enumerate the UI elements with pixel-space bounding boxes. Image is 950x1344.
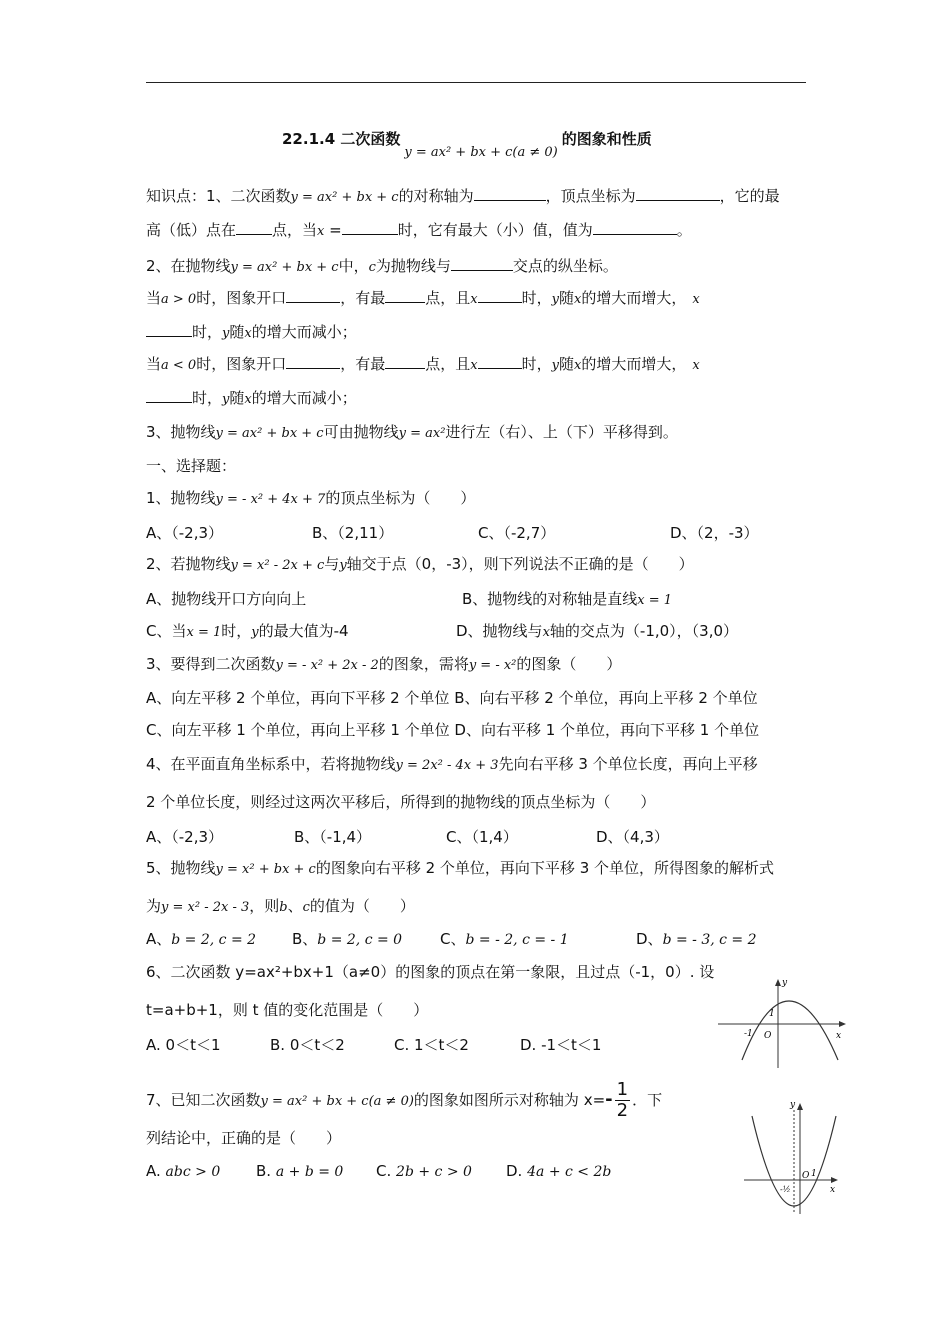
blank bbox=[146, 388, 192, 403]
kp-line-3: 2、在抛物线y = ax² + bx + c中，c为抛物线与 交点的纵坐标。 bbox=[146, 257, 618, 275]
blank bbox=[342, 220, 398, 235]
y-label: y bbox=[782, 978, 788, 988]
q3-options-ab: A、向左平移 2 个单位，再向下平移 2 个单位 B、向右平移 2 个单位，再向上平移 2 个单位 bbox=[146, 689, 758, 707]
q4-option-b: B、（-1,4） bbox=[294, 828, 372, 846]
blank bbox=[146, 322, 192, 337]
blank bbox=[451, 256, 513, 271]
q4-option-a: A、（-2,3） bbox=[146, 828, 224, 846]
q6-option-d: D. -1＜t＜1 bbox=[520, 1036, 602, 1054]
x-label: x bbox=[836, 1031, 842, 1041]
x-label: x bbox=[830, 1185, 836, 1195]
blank bbox=[636, 186, 720, 201]
q7-parabola-graph bbox=[740, 1096, 844, 1218]
question-4: 4、在平面直角坐标系中，若将抛物线y = 2x² - 4x + 3先向右平移 3 个单位长度，再向上平移 bbox=[146, 755, 758, 773]
q2-option-b: B、抛物线的对称轴是直线x = 1 bbox=[462, 590, 673, 608]
q1-option-d: D、（2，-3） bbox=[670, 524, 759, 542]
question-5: 5、抛物线y = x² + bx + c的图象向右平移 2 个单位，再向下平移 3 个单位，所得图象的解析式 bbox=[146, 859, 775, 877]
y-axis-arrow bbox=[775, 979, 781, 986]
question-2: 2、若抛物线y = x² - 2x + c与y轴交于点（0，-3），则下列说法不正确的是（ ） bbox=[146, 555, 694, 573]
blank bbox=[286, 354, 340, 369]
y-label: y bbox=[790, 1100, 796, 1110]
blank bbox=[385, 354, 425, 369]
origin-label: O bbox=[802, 1171, 810, 1181]
blank bbox=[474, 186, 546, 201]
q6-parabola-graph bbox=[716, 972, 852, 1072]
question-3: 3、要得到二次函数y = - x² + 2x - 2的图象，需将y = - x²的图象（ ） bbox=[146, 655, 622, 673]
q5-option-c: C、b = - 2, c = - 1 bbox=[440, 930, 569, 948]
question-6-cont: t=a+b+1，则 t 值的变化范围是（ ） bbox=[146, 1001, 429, 1019]
page-title: 22.1.4 二次函数y = ax² + bx + c(a ≠ 0)的图象和性质 bbox=[282, 130, 652, 160]
kp-line-7: 时，y随x的增大而减小； bbox=[146, 388, 357, 410]
fraction-half: $\frac{1}{2}$ bbox=[616, 1079, 629, 1121]
q6-option-c: C. 1＜t＜2 bbox=[394, 1036, 469, 1054]
kp-line-8: 3、抛物线y = ax² + bx + c可由抛物线y = ax²进行左（右）、上（下）平移得到。 bbox=[146, 423, 678, 441]
q4-option-c: C、（1,4） bbox=[446, 828, 518, 846]
q6-option-b: B. 0＜t＜2 bbox=[270, 1036, 345, 1054]
kp-line-1: 知识点：1、二次函数y = ax² + bx + c的对称轴为 ，顶点坐标为 ，它的最 bbox=[146, 187, 780, 205]
question-1: 1、抛物线y = - x² + 4x + 7的顶点坐标为（ ） bbox=[146, 489, 476, 507]
question-7: 7、已知二次函数y = ax² + bx + c(a ≠ 0)的图象如图所示对称轴为 x=- $\frac{1}{2}$ ．下 bbox=[146, 1079, 663, 1121]
q6-option-a: A. 0＜t＜1 bbox=[146, 1036, 221, 1054]
x-axis-arrow bbox=[839, 1021, 846, 1027]
y-axis-arrow bbox=[797, 1103, 803, 1110]
q1-option-b: B、（2,11） bbox=[312, 524, 394, 542]
q4-option-d: D、（4,3） bbox=[596, 828, 669, 846]
q5-option-a: A、b = 2, c = 2 bbox=[146, 930, 257, 948]
blank bbox=[478, 288, 522, 303]
q7-option-b: B. a + b = 0 bbox=[256, 1162, 344, 1180]
q7-option-d: D. 4a + c < 2b bbox=[506, 1162, 612, 1180]
kp-line-4: 当a > 0时，图象开口 ，有最 点，且x 时，y随x的增大而增大， x bbox=[146, 289, 700, 307]
q2-option-c: C、当x = 1时，y的最大值为-4 bbox=[146, 622, 349, 640]
section-heading: 一、选择题： bbox=[146, 457, 237, 475]
kp-line-6: 当a < 0时，图象开口 ，有最 点，且x 时，y随x的增大而增大， x bbox=[146, 355, 700, 373]
q7-option-c: C. 2b + c > 0 bbox=[376, 1162, 472, 1180]
question-6: 6、二次函数 y=ax²+bx+1（a≠0）的图象的顶点在第一象限，且过点（-1，0）. 设 bbox=[146, 963, 715, 981]
parabola-curve bbox=[742, 1001, 838, 1060]
blank bbox=[478, 354, 522, 369]
q5-option-b: B、b = 2, c = 0 bbox=[292, 930, 403, 948]
question-4-cont: 2 个单位长度，则经过这两次平移后，所得到的抛物线的顶点坐标为（ ） bbox=[146, 793, 656, 811]
q5-option-d: D、b = - 3, c = 2 bbox=[636, 930, 757, 948]
kp-line-2: 高（低）点在 点，当x = 时，它有最大（小）值，值为 。 bbox=[146, 221, 692, 239]
q7-option-a: A. abc > 0 bbox=[146, 1162, 221, 1180]
q1-option-a: A、（-2,3） bbox=[146, 524, 224, 542]
question-7-cont: 列结论中，正确的是（ ） bbox=[146, 1129, 342, 1147]
tick-1-label: 1 bbox=[769, 1009, 775, 1019]
tick-half-label: -½ bbox=[780, 1185, 791, 1194]
blank bbox=[593, 220, 677, 235]
x-axis-arrow bbox=[831, 1177, 838, 1183]
tick-neg1-label: -1 bbox=[744, 1029, 753, 1039]
tick-1-label: 1 bbox=[811, 1169, 817, 1179]
blank bbox=[385, 288, 425, 303]
parabola-curve bbox=[752, 1116, 836, 1206]
blank bbox=[286, 288, 340, 303]
blank bbox=[236, 220, 272, 235]
kp-line-5: 时，y随x的增大而减小； bbox=[146, 322, 357, 344]
q2-option-d: D、抛物线与x轴的交点为（-1,0），（3,0） bbox=[456, 622, 739, 640]
q2-option-a: A、抛物线开口方向向上 bbox=[146, 590, 307, 608]
q3-options-cd: C、向左平移 1 个单位，再向上平移 1 个单位 D、向右平移 1 个单位，再向下平移 1 个单位 bbox=[146, 721, 760, 739]
origin-label: O bbox=[764, 1031, 772, 1041]
question-5-cont: 为y = x² - 2x - 3，则b、c的值为（ ） bbox=[146, 897, 415, 915]
q1-option-c: C、（-2,7） bbox=[478, 524, 556, 542]
header-rule bbox=[146, 82, 806, 83]
